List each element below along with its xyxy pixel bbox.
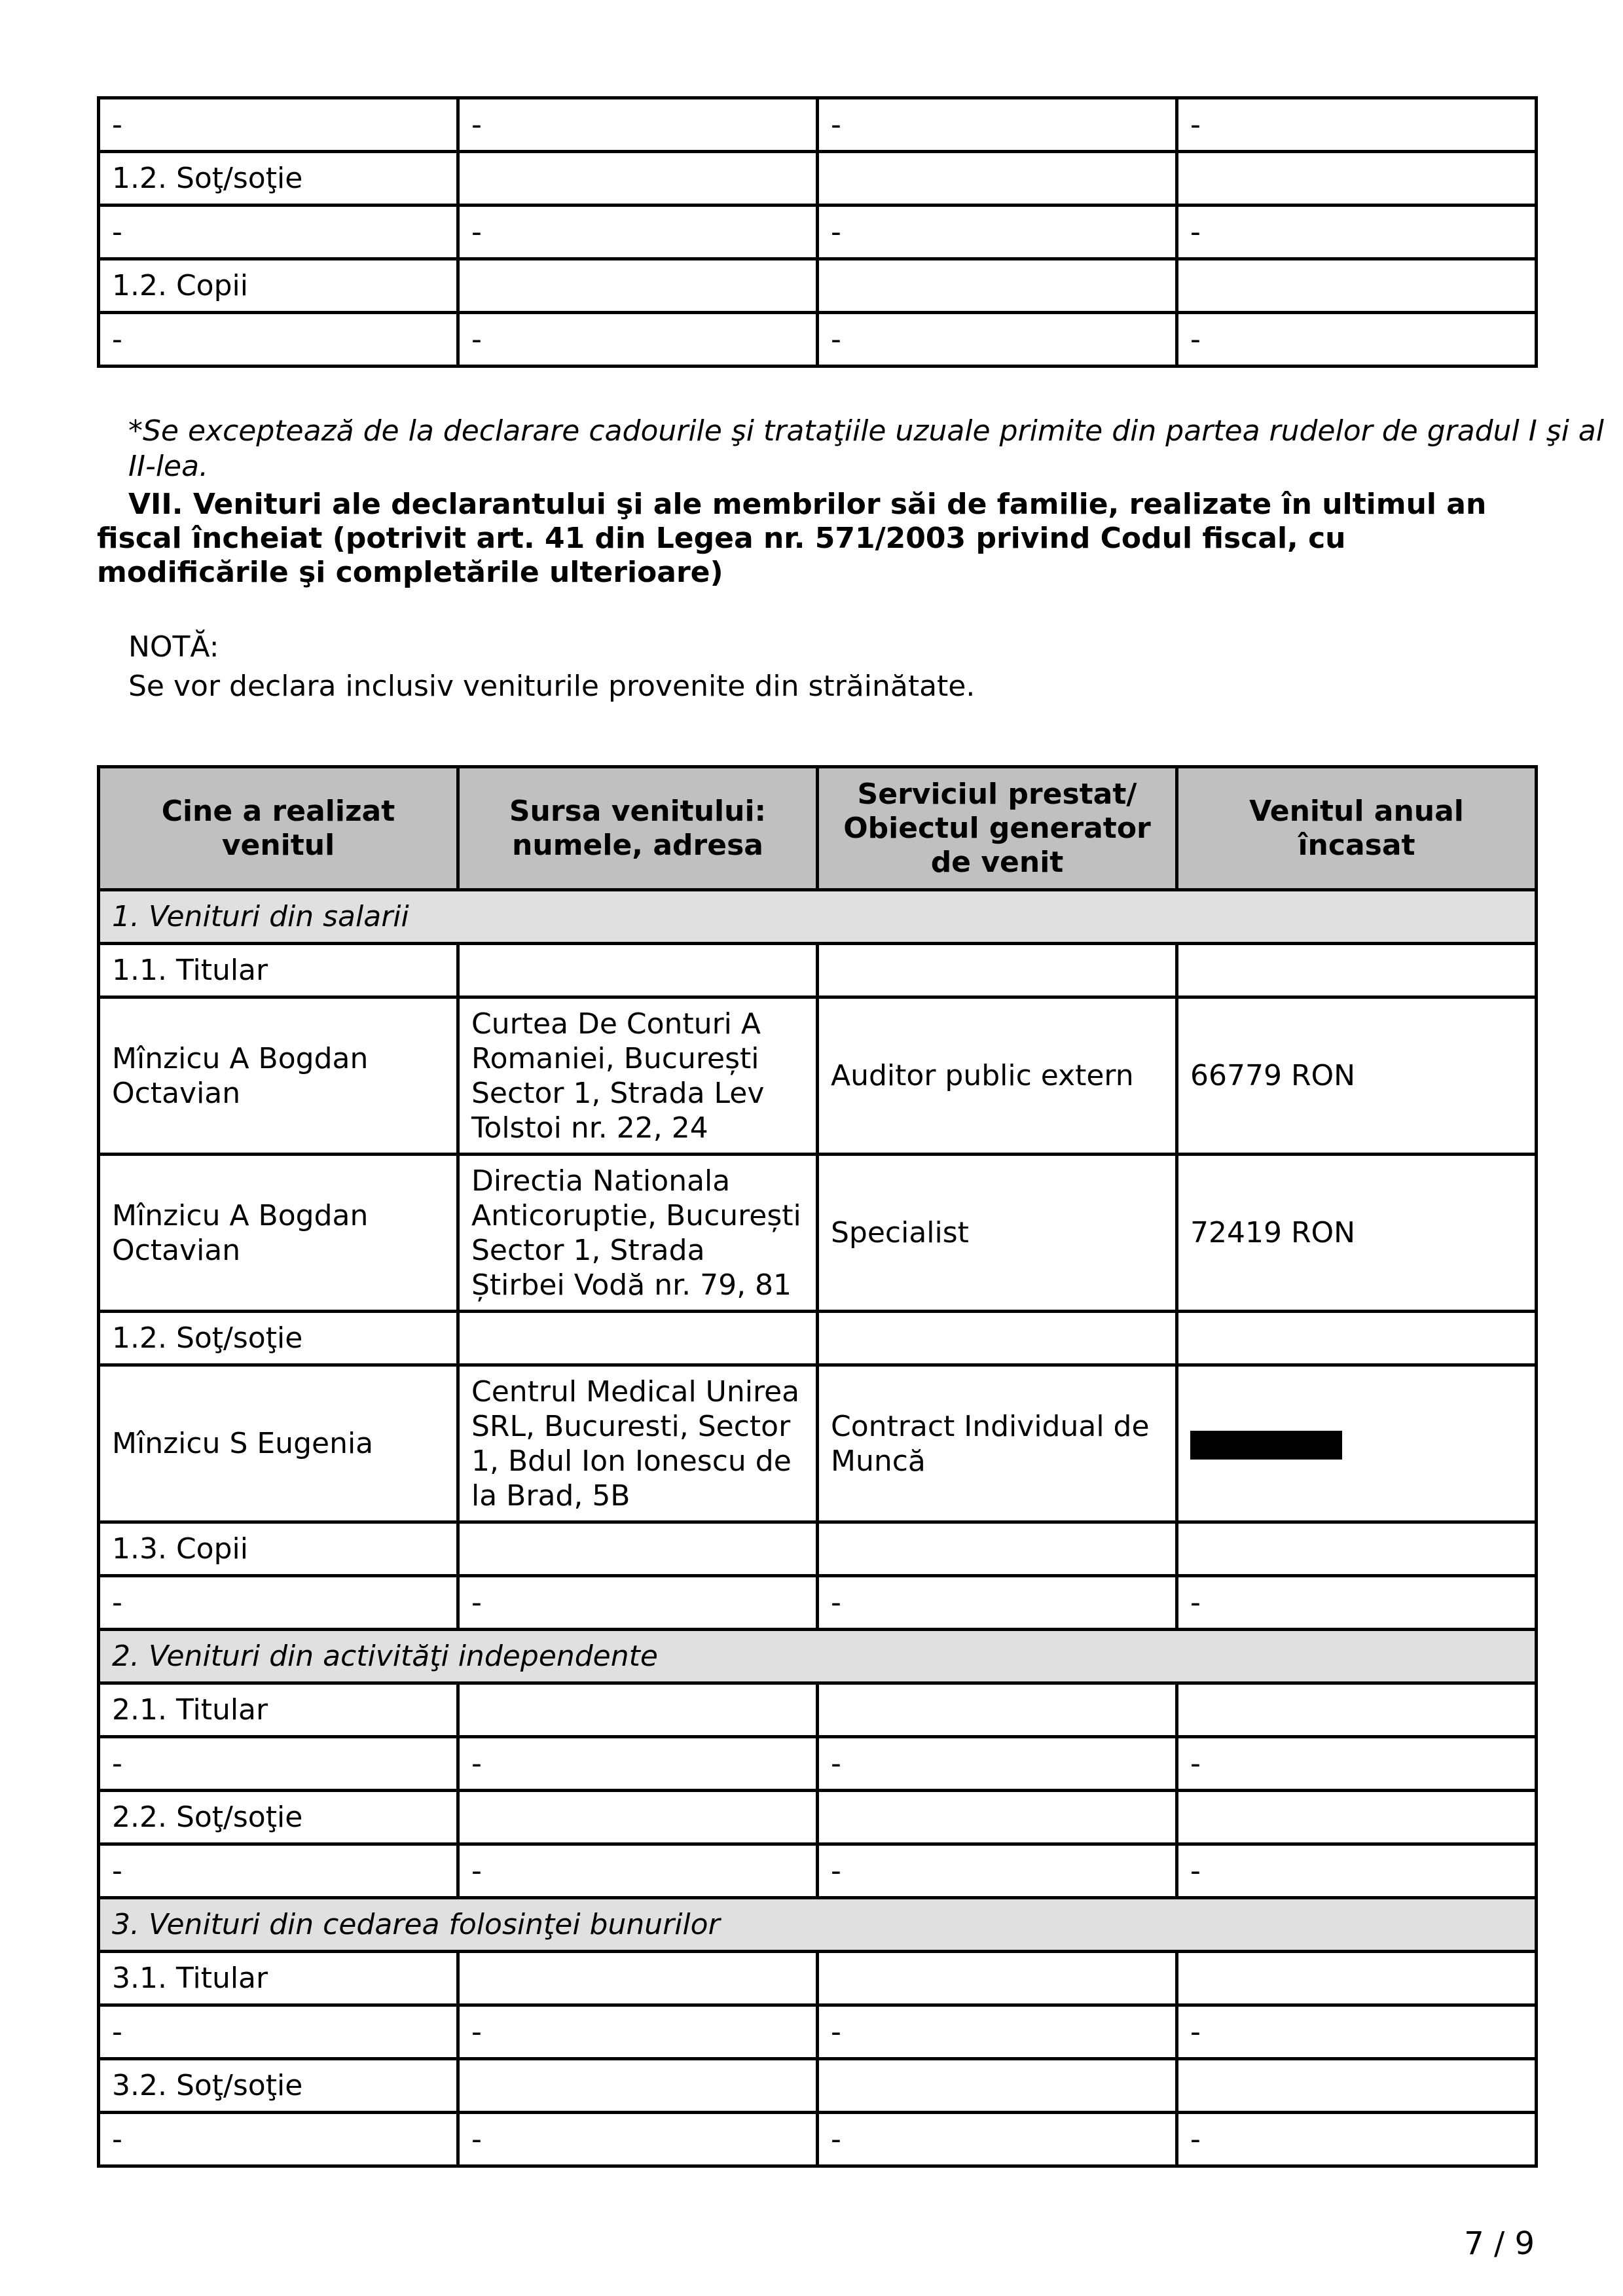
table-row: [99, 1155, 1537, 1312]
table-cell: [818, 944, 1177, 997]
table-cell: -: [99, 2113, 458, 2166]
table-cell: -: [818, 2005, 1177, 2059]
section-title: 1. Venituri din salarii: [99, 890, 1537, 944]
table-cell: -: [99, 98, 458, 152]
table-cell: Mînzicu A Bogdan Octavian: [99, 997, 458, 1155]
table-row: [99, 1576, 1537, 1630]
table-cell: -: [99, 1576, 458, 1630]
table-cell: [1177, 1365, 1537, 1522]
table-row: [99, 1365, 1537, 1522]
table-cell: [458, 944, 818, 997]
table-cell: [818, 1791, 1177, 1844]
table-cell: [818, 2059, 1177, 2113]
table-cell: [818, 259, 1177, 313]
table-row: [99, 1312, 1537, 1365]
table-cell: 3.1. Titular: [99, 1952, 458, 2005]
table-row: [99, 1844, 1537, 1898]
table-cell: 1.2. Soţ/soţie: [99, 152, 458, 206]
section-row: [99, 1898, 1537, 1952]
table-row: [99, 997, 1537, 1155]
table-cell: [1177, 2059, 1537, 2113]
table-cell: [458, 259, 818, 313]
footnote: *Se exceptează de la declarare cadourile şi trataţiile uzuale primite din partea rudelor de gradul I şi al II-lea.: [128, 414, 1604, 483]
table-cell: 1.3. Copii: [99, 1522, 458, 1576]
table-cell: -: [1177, 1576, 1537, 1630]
table-cell: -: [458, 2005, 818, 2059]
table-cell: 3.2. Soţ/soţie: [99, 2059, 458, 2113]
redaction-bar: [1190, 1431, 1342, 1460]
table-row: [99, 1952, 1537, 2005]
table-row: [99, 259, 1537, 313]
table-cell: -: [99, 313, 458, 367]
table-cell: [1177, 1312, 1537, 1365]
table-row: [99, 313, 1537, 367]
section-heading: VII. Venituri ale declarantului şi ale membrilor săi de familie, realizate în ultimul an fiscal încheiat (potrivit art. 41 din Legea nr. 571/2003 privind Codul fiscal, cu modificările şi completările ulterioare): [97, 488, 1487, 589]
section-row: [99, 890, 1537, 944]
table-row: [99, 98, 1537, 152]
table-cell: Centrul Medical Unirea SRL, Bucuresti, Sector 1, Bdul Ion Ionescu de la Brad, 5B: [458, 1365, 818, 1522]
table-cell: [458, 1683, 818, 1737]
table-row: [99, 152, 1537, 206]
table-row: [99, 1791, 1537, 1844]
table-cell: -: [1177, 98, 1537, 152]
table-cell: Specialist: [818, 1155, 1177, 1312]
table-cell: -: [99, 206, 458, 259]
table-cell: -: [99, 1737, 458, 1791]
table-cell: 72419 RON: [1177, 1155, 1537, 1312]
table-cell: -: [818, 1844, 1177, 1898]
table-cell: 1.2. Soţ/soţie: [99, 1312, 458, 1365]
table-row: [99, 206, 1537, 259]
table-cell: 2.1. Titular: [99, 1683, 458, 1737]
table-cell: Mînzicu S Eugenia: [99, 1365, 458, 1522]
table-cell: -: [99, 1844, 458, 1898]
table-cell: [818, 1952, 1177, 2005]
table-cell: [458, 1952, 818, 2005]
income-table: [97, 765, 1538, 2168]
table-cell: [458, 1522, 818, 1576]
page-number: 7 / 9: [1464, 2225, 1535, 2262]
table-cell: 1.2. Copii: [99, 259, 458, 313]
table-cell: [458, 152, 818, 206]
table-cell: [818, 1522, 1177, 1576]
table-row: [99, 1737, 1537, 1791]
table-cell: 66779 RON: [1177, 997, 1537, 1155]
table-cell: -: [99, 2005, 458, 2059]
table-row: [99, 1683, 1537, 1737]
table-cell: -: [818, 206, 1177, 259]
table-cell: [458, 2059, 818, 2113]
table-cell: Mînzicu A Bogdan Octavian: [99, 1155, 458, 1312]
table-header-row: [99, 767, 1537, 890]
table-row: [99, 2059, 1537, 2113]
column-header: Serviciul prestat/ Obiectul generator de venit: [818, 767, 1177, 890]
section-title: 3. Venituri din cedarea folosinţei bunurilor: [99, 1898, 1537, 1952]
section-title: 2. Venituri din activităţi independente: [99, 1630, 1537, 1683]
table-cell: [1177, 259, 1537, 313]
table-cell: -: [818, 1737, 1177, 1791]
note-label: NOTĂ:: [128, 630, 219, 664]
table-cell: [458, 1791, 818, 1844]
gifts-table-continuation: [97, 96, 1538, 368]
table-cell: -: [818, 1576, 1177, 1630]
table-cell: -: [458, 98, 818, 152]
table-cell: [1177, 1522, 1537, 1576]
table-cell: [1177, 1791, 1537, 1844]
table-cell: -: [458, 1576, 818, 1630]
table-cell: -: [1177, 313, 1537, 367]
table-cell: 2.2. Soţ/soţie: [99, 1791, 458, 1844]
table-cell: [1177, 944, 1537, 997]
table-cell: -: [458, 2113, 818, 2166]
table-cell: -: [458, 313, 818, 367]
table-cell: -: [458, 1737, 818, 1791]
table-cell: -: [1177, 2113, 1537, 2166]
section-row: [99, 1630, 1537, 1683]
table-cell: Directia Nationala Anticoruptie, București Sector 1, Strada Știrbei Vodă nr. 79, 81: [458, 1155, 818, 1312]
note-text: Se vor declara inclusiv veniturile provenite din străinătate.: [128, 670, 976, 703]
table-cell: -: [1177, 206, 1537, 259]
column-header: Venitul anual încasat: [1177, 767, 1537, 890]
table-cell: [818, 152, 1177, 206]
table-cell: -: [458, 206, 818, 259]
table-cell: -: [1177, 1844, 1537, 1898]
table-cell: [1177, 1683, 1537, 1737]
table-cell: Auditor public extern: [818, 997, 1177, 1155]
table-cell: [818, 1683, 1177, 1737]
column-header: Cine a realizat venitul: [99, 767, 458, 890]
table-row: [99, 944, 1537, 997]
table-cell: -: [1177, 1737, 1537, 1791]
table-cell: -: [818, 2113, 1177, 2166]
table-row: [99, 1522, 1537, 1576]
table-cell: Contract Individual de Muncă: [818, 1365, 1177, 1522]
table-row: [99, 2005, 1537, 2059]
table-cell: [1177, 152, 1537, 206]
column-header: Sursa venitului: numele, adresa: [458, 767, 818, 890]
table-cell: [818, 1312, 1177, 1365]
table-cell: 1.1. Titular: [99, 944, 458, 997]
table-cell: [1177, 1952, 1537, 2005]
table-cell: -: [458, 1844, 818, 1898]
table-cell: -: [818, 98, 1177, 152]
table-cell: Curtea De Conturi A Romaniei, București Sector 1, Strada Lev Tolstoi nr. 22, 24: [458, 997, 818, 1155]
table-row: [99, 2113, 1537, 2166]
table-cell: -: [1177, 2005, 1537, 2059]
table-cell: [458, 1312, 818, 1365]
table-cell: -: [818, 313, 1177, 367]
